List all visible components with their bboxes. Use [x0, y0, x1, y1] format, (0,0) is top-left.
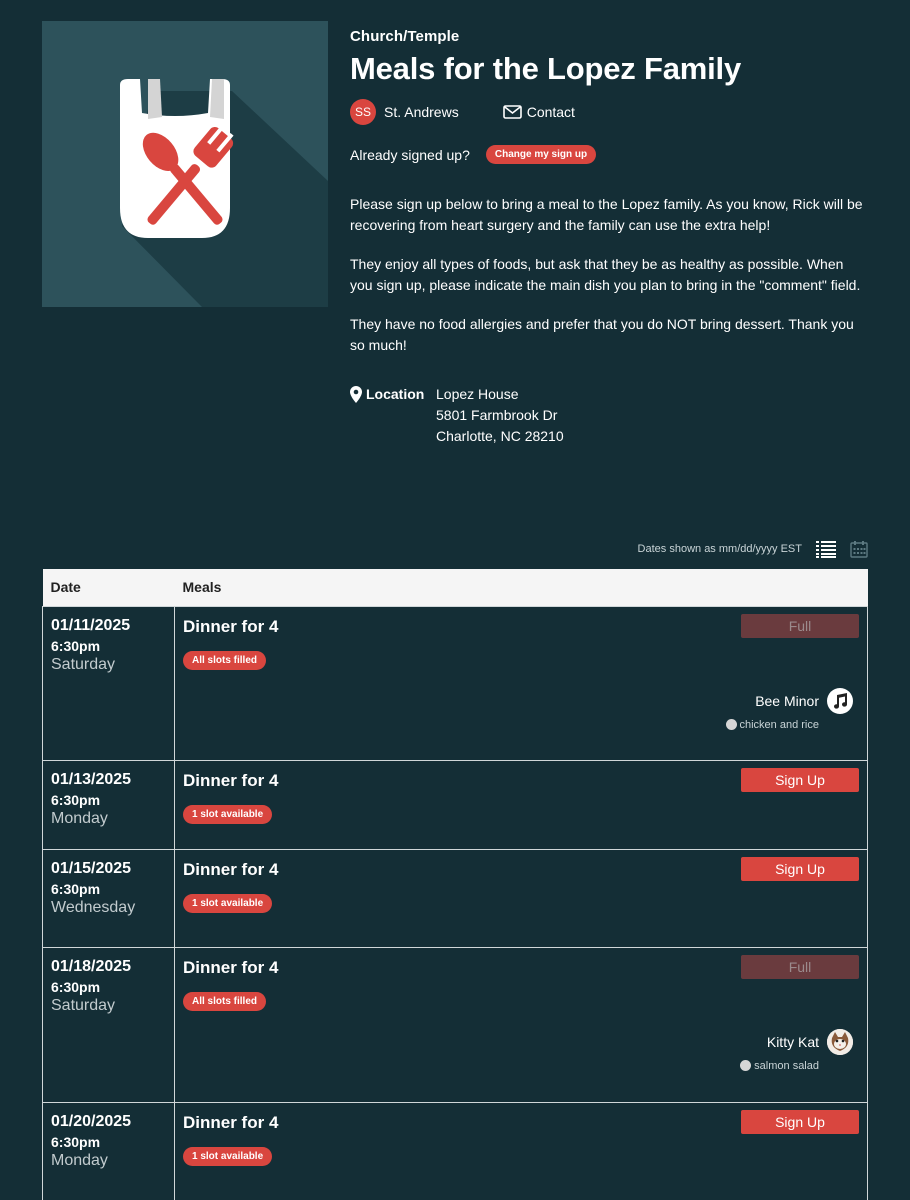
organizer-row	[350, 99, 870, 125]
meal-cell	[175, 849, 868, 947]
change-signup-button[interactable]: Change my sign up	[486, 145, 596, 164]
volunteer-avatar	[827, 1029, 853, 1055]
meal-cell	[175, 760, 868, 849]
volunteer-entry	[183, 1029, 859, 1055]
location-label: Location	[366, 386, 425, 402]
location-label-group	[350, 384, 436, 447]
date-cell	[43, 849, 175, 947]
slot-time: 6:30pm	[51, 1133, 101, 1150]
sign-up-button[interactable]: Sign Up	[741, 857, 859, 881]
contact-label: Contact	[526, 104, 575, 120]
dates-note: Dates shown as mm/dd/yyyy EST	[637, 543, 802, 555]
slot-time: 6:30pm	[51, 637, 101, 654]
volunteer-comment	[183, 1060, 859, 1072]
slot-time: 6:30pm	[51, 880, 101, 897]
meal-bag-fork-spoon-icon	[42, 21, 328, 307]
comment-text: salmon salad	[754, 1059, 819, 1072]
volunteer-comment	[183, 719, 859, 731]
comment-bubble-icon	[726, 719, 737, 730]
contact-link[interactable]	[503, 104, 575, 120]
sign-up-button[interactable]: Sign Up	[741, 1110, 859, 1134]
date-cell	[43, 606, 175, 760]
comment-bubble-icon	[740, 1060, 751, 1071]
volunteer-name: Kitty Kat	[766, 1033, 819, 1050]
description-paragraph: They enjoy all types of foods, but ask that they be as healthy as possible. When you sign up, please indicate the main dish you plan to bring in the "comment" field.	[350, 256, 861, 293]
table-row	[43, 606, 868, 760]
schedule-table	[42, 569, 868, 1200]
slot-day: Monday	[51, 809, 108, 827]
full-button: Full	[741, 955, 859, 979]
comment-text: chicken and rice	[739, 718, 819, 731]
table-row	[43, 947, 868, 1102]
meal-name: Dinner for 4	[183, 1112, 279, 1132]
meal-name: Dinner for 4	[183, 859, 279, 879]
slot-day: Monday	[51, 1151, 108, 1169]
slot-date: 01/20/2025	[51, 1112, 132, 1130]
full-button: Full	[741, 614, 859, 638]
event-description	[350, 194, 865, 356]
volunteer-avatar	[827, 688, 853, 714]
meal-cell	[175, 1102, 868, 1200]
location-name: Lopez House	[436, 386, 519, 402]
meal-cell	[175, 606, 868, 760]
calendar-view-toggle[interactable]	[850, 540, 868, 558]
description-paragraph: They have no food allergies and prefer that you do NOT bring dessert. Thank you so much!	[350, 316, 854, 353]
slot-day: Saturday	[51, 655, 116, 673]
music-note-icon	[831, 692, 849, 710]
slot-date: 01/18/2025	[51, 957, 132, 975]
envelope-icon	[503, 105, 522, 119]
column-header-meals: Meals	[175, 569, 868, 606]
location-city: Charlotte, NC 28210	[436, 428, 564, 444]
status-badge: 1 slot available	[183, 1147, 272, 1166]
signed-up-row	[350, 145, 870, 164]
cat-avatar-icon	[827, 1029, 853, 1055]
date-cell	[43, 1102, 175, 1200]
organizer-avatar[interactable]: SS	[350, 99, 376, 125]
slot-date: 01/15/2025	[51, 859, 132, 877]
date-cell	[43, 947, 175, 1102]
list-view-toggle[interactable]	[816, 540, 836, 558]
view-options	[42, 540, 868, 558]
map-pin-icon	[350, 386, 362, 403]
column-header-date: Date	[43, 569, 175, 606]
volunteer-entry	[183, 688, 859, 714]
slot-day: Saturday	[51, 996, 116, 1014]
event-image	[42, 21, 328, 307]
meal-name: Dinner for 4	[183, 770, 279, 790]
status-badge: 1 slot available	[183, 805, 272, 824]
organizer-name[interactable]: St. Andrews	[384, 104, 459, 120]
event-category: Church/Temple	[350, 28, 460, 45]
table-row	[43, 1102, 868, 1200]
slot-date: 01/13/2025	[51, 770, 132, 788]
slot-time: 6:30pm	[51, 791, 101, 808]
table-row	[43, 760, 868, 849]
slot-date: 01/11/2025	[51, 616, 131, 634]
status-badge: All slots filled	[183, 992, 266, 1011]
status-badge: 1 slot available	[183, 894, 272, 913]
slot-day: Wednesday	[51, 898, 136, 916]
date-cell	[43, 760, 175, 849]
location-block	[350, 384, 870, 447]
table-row	[43, 849, 868, 947]
location-address	[436, 384, 564, 447]
sign-up-button[interactable]: Sign Up	[741, 768, 859, 792]
list-view-icon	[816, 540, 836, 558]
meal-name: Dinner for 4	[183, 957, 279, 977]
meal-cell	[175, 947, 868, 1102]
page-title: Meals for the Lopez Family	[350, 51, 741, 86]
table-header-row	[43, 569, 868, 606]
status-badge: All slots filled	[183, 651, 266, 670]
volunteer-name: Bee Minor	[755, 692, 819, 709]
slot-time: 6:30pm	[51, 978, 101, 995]
calendar-view-icon	[850, 540, 868, 558]
meal-name: Dinner for 4	[183, 616, 279, 636]
signed-up-prompt: Already signed up?	[350, 146, 470, 163]
description-paragraph: Please sign up below to bring a meal to the Lopez family. As you know, Rick will be recovering from heart surgery and the family can use the extra help!	[350, 196, 863, 233]
location-street: 5801 Farmbrook Dr	[436, 407, 558, 423]
event-info	[350, 28, 870, 447]
